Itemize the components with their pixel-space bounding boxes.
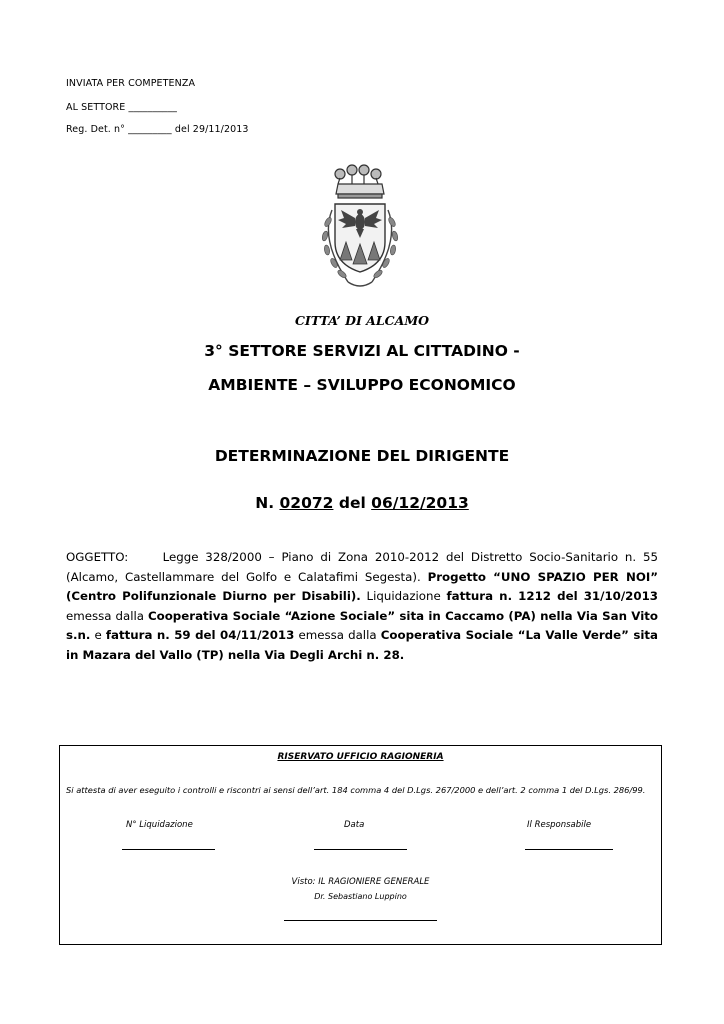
routing-line-2: AL SETTORE __________ (66, 102, 177, 113)
subject-text-4: e (94, 628, 102, 642)
city-name: CITTA’ DI ALCAMO (294, 313, 430, 328)
accounting-office-box (59, 745, 662, 945)
box-title: RISERVATO UFFICIO RAGIONERIA (277, 752, 444, 762)
responsible-label: Il Responsabile (527, 820, 592, 830)
signatory-name: Dr. Sebastiano Luppino (314, 892, 407, 901)
cooperative-1: Cooperativa Sociale “Azione Sociale” sita in Caccamo (PA) nella Via San Vito s.n. (66, 608, 659, 642)
subject-text-1: Legge 328/2000 – Piano di Zona 2010-2012 del Distretto Socio-Sanitario n. 55 (Alcamo, Castellammare del Golfo e Calatafimi Segesta). (66, 550, 658, 584)
subject-text-2: Liquidazione (366, 589, 441, 603)
liquidation-number-label: N° Liquidazione (126, 820, 193, 830)
subject-paragraph (66, 548, 658, 665)
determination-number (0, 494, 724, 512)
subject-text-3: emessa dalla (66, 608, 144, 623)
subject-label: OGGETTO: (66, 550, 129, 564)
responsible-line (525, 849, 613, 850)
sector-title-line-1: 3° SETTORE SERVIZI AL CITTADINO - (204, 342, 520, 360)
number-del: del (338, 494, 366, 512)
sector-title-line-2: AMBIENTE – SVILUPPO ECONOMICO (208, 376, 516, 394)
project-name: Progetto “UNO SPAZIO PER NOI” (Centro Polifunzionale Diurno per Disabili). (66, 569, 659, 603)
visto-line: Visto: IL RAGIONIERE GENERALE (291, 877, 430, 887)
invoice-2: fattura n. 59 del 04/11/2013 (105, 628, 295, 642)
cooperative-2: Cooperativa Sociale “La Valle Verde” sita in Mazara del Vallo (TP) nella Via Degli Archi n. 28. (66, 628, 659, 662)
signature-line (284, 920, 437, 921)
determination-title: DETERMINAZIONE DEL DIRIGENTE (214, 447, 510, 465)
determination-date: 06/12/2013 (371, 494, 469, 512)
date-label: Data (344, 820, 365, 830)
number-prefix: N. (255, 494, 275, 512)
invoice-1: fattura n. 1212 del 31/10/2013 (446, 589, 659, 603)
registration-line: Reg. Det. n° _________ del 29/11/2013 (66, 124, 249, 135)
coat-of-arms-icon (308, 160, 412, 294)
number-value: 02072 (279, 494, 334, 512)
attestation-text: Si attesta di aver eseguito i controlli e riscontri ai sensi dell’art. 184 comma 4 del D.Lgs. 267/2000 e dell’art. 2 comma 1 del D.Lgs. 286/99. (66, 785, 646, 795)
date-line (314, 849, 407, 850)
routing-line-1: INVIATA PER COMPETENZA (66, 78, 196, 89)
liquidation-number-line (122, 849, 215, 850)
subject-text-5: emessa dalla (298, 628, 377, 642)
